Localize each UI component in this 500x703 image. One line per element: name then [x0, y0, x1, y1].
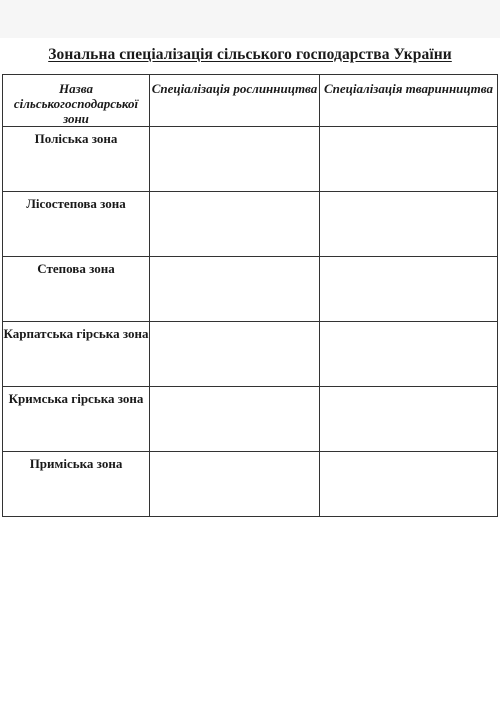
table-row — [3, 452, 498, 517]
livestock-specialization-cell[interactable] — [320, 257, 498, 322]
crop-specialization-cell[interactable] — [150, 127, 320, 192]
zone-name-cell — [3, 452, 150, 517]
zone-name-cell — [3, 127, 150, 192]
crop-specialization-cell[interactable] — [150, 387, 320, 452]
livestock-specialization-cell[interactable] — [320, 387, 498, 452]
table-header-row — [3, 75, 498, 127]
table-row — [3, 257, 498, 322]
zone-name-cell — [3, 322, 150, 387]
table-row — [3, 127, 498, 192]
zones-table — [2, 74, 498, 517]
zone-name-cell — [3, 387, 150, 452]
status-bar-area — [0, 0, 500, 38]
header-zone-name: Назва сільськогосподарської зони — [3, 75, 150, 127]
zone-name-cell — [3, 257, 150, 322]
livestock-specialization-cell[interactable] — [320, 192, 498, 257]
livestock-specialization-cell[interactable] — [320, 322, 498, 387]
zone-name-label: Приміська зона — [29, 456, 123, 471]
zone-name-label: Поліська зона — [34, 131, 118, 146]
zone-name-label: Лісостепова зона — [26, 196, 126, 211]
crop-specialization-cell[interactable] — [150, 192, 320, 257]
table-row — [3, 192, 498, 257]
zone-name-label: Карпатська гірська зона — [3, 326, 149, 341]
crop-specialization-cell[interactable] — [150, 452, 320, 517]
header-livestock-specialization: Спеціалізація тваринництва — [320, 75, 498, 127]
crop-specialization-cell[interactable] — [150, 322, 320, 387]
zone-name-label: Степова зона — [37, 261, 115, 276]
document-title: Зональна спеціалізація сільського господарства України — [48, 46, 452, 63]
crop-specialization-cell[interactable] — [150, 257, 320, 322]
header-crop-specialization: Спеціалізація рослинництва — [150, 75, 320, 127]
table-row — [3, 387, 498, 452]
table-row — [3, 322, 498, 387]
livestock-specialization-cell[interactable] — [320, 452, 498, 517]
livestock-specialization-cell[interactable] — [320, 127, 498, 192]
zone-name-cell — [3, 192, 150, 257]
zone-name-label: Кримська гірська зона — [8, 391, 144, 406]
